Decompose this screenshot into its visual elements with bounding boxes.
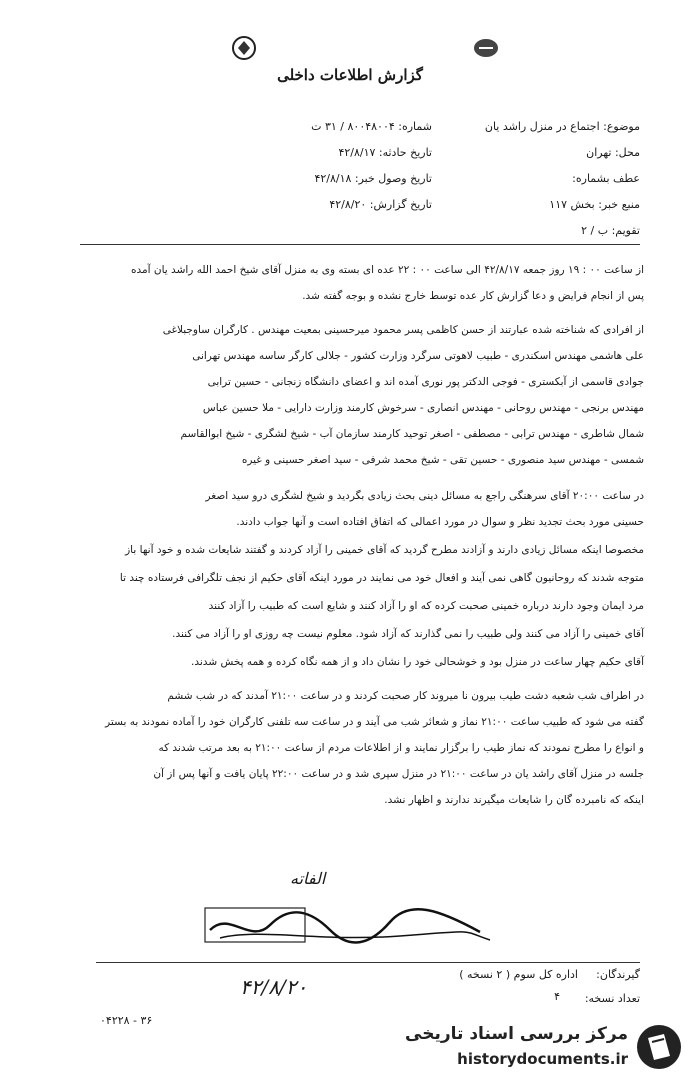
body-line: مخصوصا اینکه مسائل زیادی دارند و آزادند مطرح گردید که آقای خمینی را آزاد کردند و گفتند شایعات شده و خود آنها باز [125, 544, 644, 556]
watermark-text-fa: مرکز بررسی اسناد تاریخی [405, 1024, 628, 1044]
location-line: محل: تهران [586, 146, 640, 159]
body-line: جوادی قاسمی از آبکستری - فوجی الدکتر پور نوری آمده اند و اعضای دانشگاه زنجانی - حسین ترابی [207, 376, 644, 388]
body-line: در اطراف شب شعبه دشت طیب بیرون نا میروند کار صحبت کردند و در ساعت ۲۱:۰۰ آمدند که در شب ششم [167, 690, 644, 702]
body-line: آقای خمینی را آزاد می کنند ولی طبیب را نمی گذارند که آزاد شود. معلوم نیست چه روزی او را آزاد می کنند. [172, 628, 644, 640]
body-line: در ساعت ۲۰:۰۰ آقای سرهنگی راجع به مسائل دینی بحث زیادی بگردید و شیخ لشگری درو سید اصغر [205, 490, 644, 502]
body-line: متوجه شدند که روحانیون گاهی نمی آیند و افعال خود می نمایند در مورد اینکه آقای حکیم از نجف تلگرافی فرستاده چند تا [119, 572, 644, 584]
body-line: جلسه در منزل آقای راشد یان در ساعت ۲۱:۰۰ در منزل سپری شد و در ساعت ۲۲:۰۰ پایان یافت و آنها پس از آن [153, 768, 644, 780]
body-line: شمسی - مهندس سید منصوری - حسین تقی - شیخ محمد شرفی - سید اصغر حسینی و غیره [241, 454, 644, 466]
emblem-right-icon [470, 32, 502, 64]
assessment-line: تقویم: ب / ۲ [581, 224, 640, 237]
recipients-value: اداره کل سوم ( ۲ نسخه ) [459, 968, 578, 981]
subject-line: موضوع: اجتماع در منزل راشد یان [484, 120, 640, 133]
document-title: گزارش اطلاعات داخلی [277, 66, 423, 84]
body-line: آقای حکیم چهار ساعت در منزل بود و خوشحالی خود را نشان داد و از همه نگاه کرده و همه پخش شدند. [191, 656, 644, 668]
body-line: شمال شاطری - مهندس ترابی - مصطفی - اصغر توحید کارمند سازمان آب - شیخ لشگری - شیخ ابوالقاسم [180, 428, 644, 440]
body-line: علی هاشمی مهندس اسکندری - طبیب لاهوتی سرگرد وزارت کشور - جلالی کارگر ساسه مهندس تهرانی [192, 350, 644, 362]
handwritten-date: ۴۲/۸/۲۰ [240, 975, 308, 999]
source-line: منبع خبر: بخش ۱۱۷ [549, 198, 640, 211]
body-line: مرد ایمان وجود دارند درباره خمینی صحبت کرده که او را آزاد کنند و شایع است که طبیب را آزاد کنند [208, 600, 644, 612]
archive-number: ۰۴۲۲۸ - ۳۶ [100, 1014, 153, 1027]
body-line: حسینی مورد بحث تجدید نظر و سوال در مورد اعمالی که اتفاق افتاده است و آنها جواب دادند. [236, 516, 644, 528]
recipients-label: گیرندگان: [596, 968, 640, 981]
header-divider [80, 244, 640, 245]
copies-label: تعداد نسخه: [584, 992, 640, 1005]
signature-stamp [200, 900, 500, 950]
body-line: از افرادی که شناخته شده عبارتند از حسن کاظمی پسر محمود میرحسینی بمعیت مهندس . کارگران ساوجبلاغی [162, 324, 644, 336]
handwritten-note: الفاته [290, 869, 326, 888]
body-line: و انواع را مطرح نمودند که نماز طیب را برگزار نمایند و از اطلاعات مردم از ساعت ۲۱:۰۰ به بعد مرتب شدند که [158, 742, 644, 754]
received-date-line: تاریخ وصول خبر: ۴۲/۸/۱۸ [314, 172, 432, 185]
archive-logo-icon [634, 1022, 684, 1072]
body-line: اینکه که نامبرده گان را شایعات میگیرند ندارند و اظهار نشد. [384, 794, 644, 806]
ref-line: عطف بشماره: [572, 172, 640, 185]
copies-value: ۴ [554, 990, 560, 1003]
body-line: پس از انجام فرایض و دعا گزارش کار عده توسط خارج نشده و بوجه گفته شد. [302, 290, 644, 302]
report-date-line: تاریخ گزارش: ۴۲/۸/۲۰ [329, 198, 432, 211]
number-line: شماره: ۸۰۰۴۸۰۰۴ / ۳۱ ت [311, 120, 432, 133]
emblem-left-icon [228, 32, 260, 64]
footer-divider [96, 962, 640, 963]
body-line: گفته می شود که طبیب ساعت ۲۱:۰۰ نماز و شعائر شب می آیند و در ساعت سه تلفنی کارگران خود را آماده نمودند به بستر [105, 716, 644, 728]
body-line: از ساعت ۰۰ : ۱۹ روز جمعه ۴۲/۸/۱۷ الی ساعت ۰۰ : ۲۲ عده ای بسته وی به منزل آقای شیخ احمد الله راشد یان آمده [131, 264, 644, 276]
event-date-line: تاریخ حادثه: ۴۲/۸/۱۷ [338, 146, 432, 159]
body-line: مهندس برنجی - مهندس روحانی - مهندس انصاری - سرخوش کارمند وزارت دارایی - ملا حسین عباس [202, 402, 644, 414]
watermark-text-en: historydocuments.ir [457, 1050, 628, 1068]
